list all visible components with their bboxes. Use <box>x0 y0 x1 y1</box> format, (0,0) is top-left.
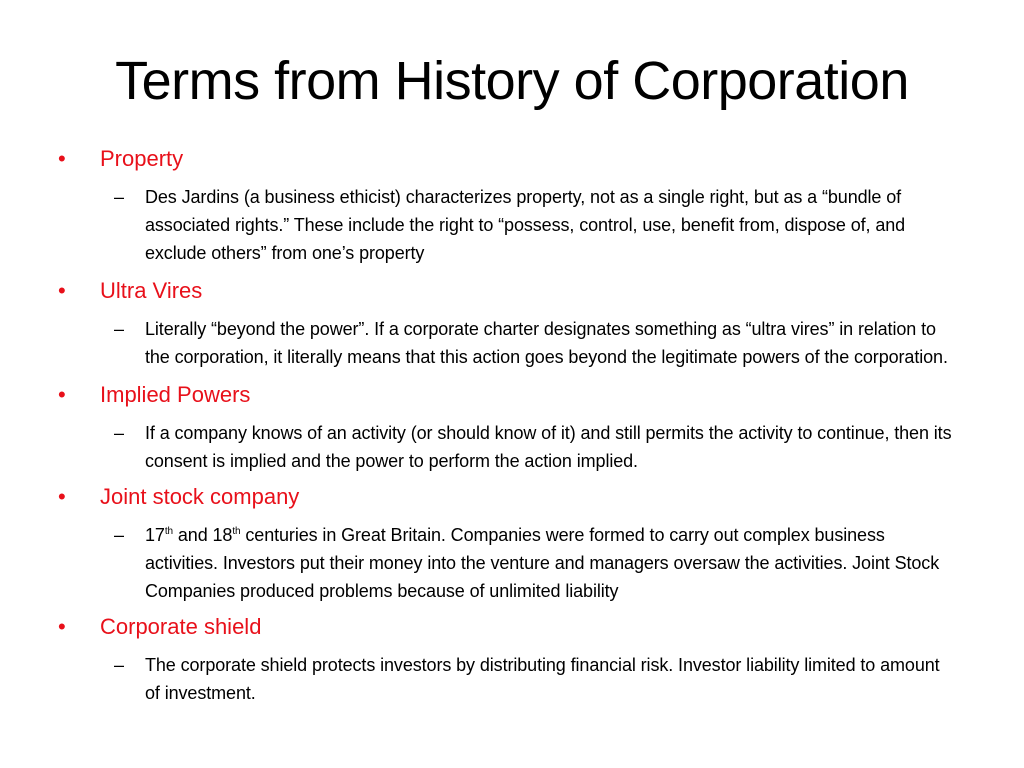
term-row <box>58 610 958 644</box>
term-row <box>58 274 958 308</box>
dash-icon: – <box>114 187 125 207</box>
term-description-row <box>58 183 958 267</box>
term-label: Property <box>100 146 184 171</box>
century-number: 17 <box>145 525 165 545</box>
dash-icon: – <box>114 319 125 339</box>
term-label: Joint stock company <box>100 484 300 509</box>
term-label: Ultra Vires <box>100 278 203 303</box>
bullet-icon: • <box>58 382 66 407</box>
term-label: Implied Powers <box>100 382 251 407</box>
century-number: 18 <box>212 525 233 545</box>
term-description-row <box>58 419 958 475</box>
slide-title: Terms from History of Corporation <box>115 51 909 111</box>
dash-icon: – <box>114 655 125 675</box>
term-description-row <box>58 521 958 605</box>
bullet-icon: • <box>58 484 66 509</box>
term-description: Literally “beyond the power”. If a corporate charter designates something as “ultra vires” in relation to the corporation, it literally means that this action goes beyond the legitimate powers of the corporation. <box>145 319 948 367</box>
bullet-icon: • <box>58 146 66 171</box>
dash-icon: – <box>114 423 125 443</box>
bullet-icon: • <box>58 614 66 639</box>
term-description-row <box>58 651 958 707</box>
term-item-property <box>58 142 958 267</box>
term-row <box>58 480 958 514</box>
term-description: If a company knows of an activity (or should know of it) and still permits the activity to continue, then its consent is implied and the power to perform the action implied. <box>145 423 952 471</box>
term-item-ultra-vires <box>58 274 958 371</box>
term-item-joint-stock-company <box>58 480 958 605</box>
term-list <box>58 142 958 707</box>
term-row <box>58 142 958 176</box>
term-description <box>145 521 958 605</box>
term-description: Des Jardins (a business ethicist) characterizes property, not as a single right, but as a “bundle of associated rights.” These include the right to “possess, control, use, benefit from, dispose of, and exclude others” from one’s property <box>145 187 906 263</box>
term-item-implied-powers <box>58 378 958 475</box>
bullet-icon: • <box>58 278 66 303</box>
term-description-row <box>58 315 958 371</box>
ordinal-suffix: th <box>164 526 173 537</box>
term-description: The corporate shield protects investors by distributing financial risk. Investor liability limited to amount of investment. <box>145 655 940 703</box>
term-item-corporate-shield <box>58 610 958 707</box>
description-connector: and <box>172 525 213 545</box>
ordinal-suffix: th <box>232 526 241 537</box>
term-row <box>58 378 958 412</box>
term-label: Corporate shield <box>100 614 262 639</box>
dash-icon: – <box>114 525 125 545</box>
description-rest: centuries in Great Britain. Companies were formed to carry out complex business activities. Investors put their money into the venture and managers oversaw the activities. Joint Stock Companies produced problems because of unlimited liability <box>145 525 940 601</box>
